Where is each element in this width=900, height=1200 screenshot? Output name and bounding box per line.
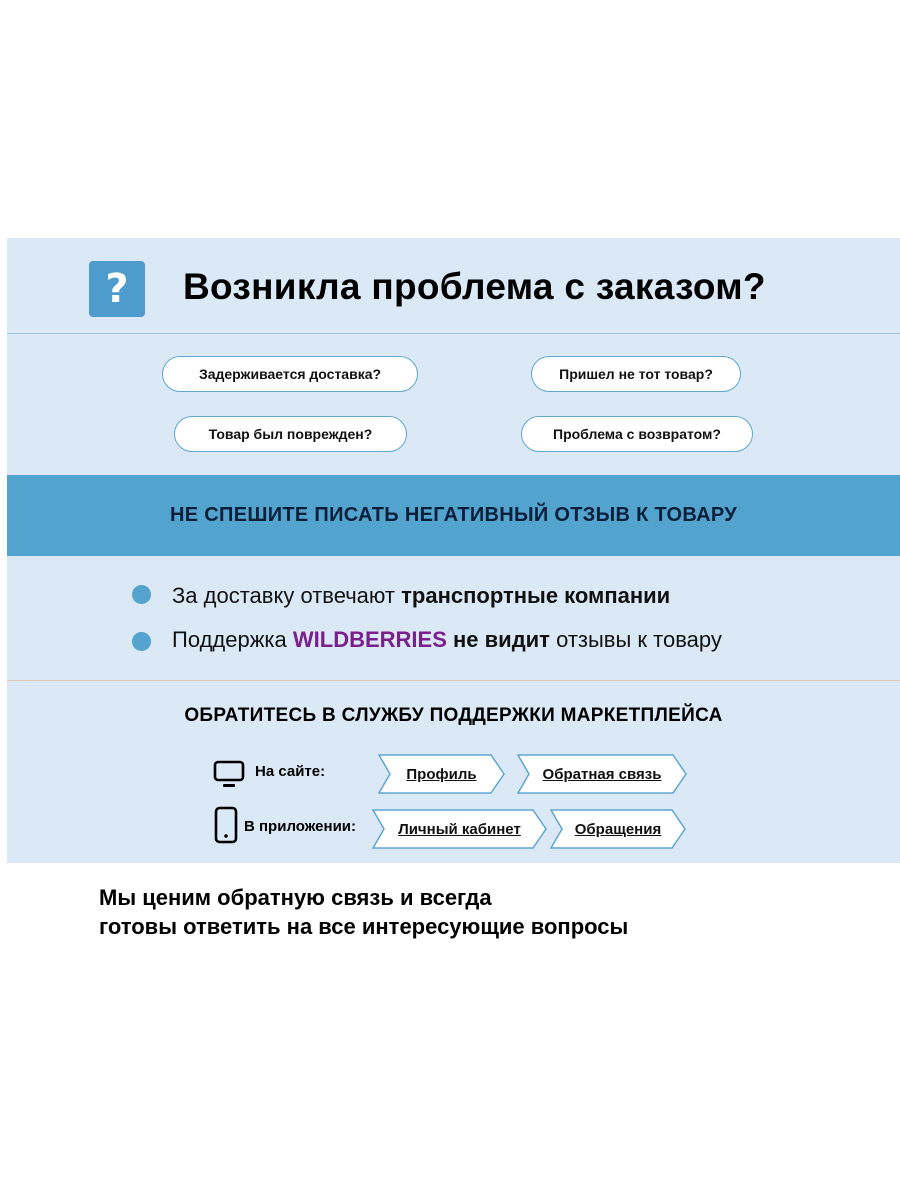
info-band xyxy=(7,556,900,681)
warning-banner: НЕ СПЕШИТЕ ПИСАТЬ НЕГАТИВНЫЙ ОТЗЫВ К ТОВАРУ xyxy=(7,475,900,556)
footer-line: Мы ценим обратную связь и всегда xyxy=(99,885,492,910)
feedback-link[interactable] xyxy=(517,754,687,794)
page-title: Возникла проблема с заказом? xyxy=(183,266,766,307)
footer-message xyxy=(99,883,628,941)
topic-return-problem[interactable]: Проблема с возвратом? xyxy=(521,416,753,452)
smartphone-icon xyxy=(214,806,238,844)
site-label: На сайте: xyxy=(255,763,326,780)
profile-link-label: Профиль xyxy=(406,765,477,783)
app-label: В приложении: xyxy=(244,818,357,835)
header-band xyxy=(7,238,900,334)
personal-account-link[interactable] xyxy=(372,809,547,849)
topic-item-damaged[interactable]: Товар был поврежден? xyxy=(174,416,407,452)
appeals-link[interactable] xyxy=(550,809,686,849)
topic-delivery-delayed[interactable]: Задерживается доставка? xyxy=(162,356,418,392)
support-title: ОБРАТИТЕСЬ В СЛУЖБУ ПОДДЕРЖКИ МАРКЕТПЛЕЙСА xyxy=(184,705,723,726)
info-line-support xyxy=(172,627,722,653)
info-line-bold: не видит xyxy=(446,627,550,652)
question-icon: ? xyxy=(89,261,145,317)
support-band xyxy=(7,681,900,863)
info-line-text: За доставку отвечают xyxy=(172,583,402,608)
appeals-link-label: Обращения xyxy=(574,820,662,838)
feedback-link-label: Обратная связь xyxy=(542,765,662,783)
info-line-text: Поддержка xyxy=(172,627,293,652)
topics-band xyxy=(7,334,900,475)
info-card xyxy=(7,238,900,962)
info-line-delivery xyxy=(172,583,670,609)
profile-link[interactable] xyxy=(378,754,505,794)
bullet-icon xyxy=(132,632,151,651)
monitor-icon xyxy=(213,760,245,790)
personal-account-link-label: Личный кабинет xyxy=(398,820,521,838)
info-line-text: отзывы к товару xyxy=(549,627,722,652)
topic-wrong-item[interactable]: Пришел не тот товар? xyxy=(531,356,741,392)
footer-line: готовы ответить на все интересующие вопросы xyxy=(99,914,629,939)
info-line-bold: транспортные компании xyxy=(401,583,671,608)
brand-name: WILDBERRIES xyxy=(292,627,447,652)
bullet-icon xyxy=(132,585,151,604)
